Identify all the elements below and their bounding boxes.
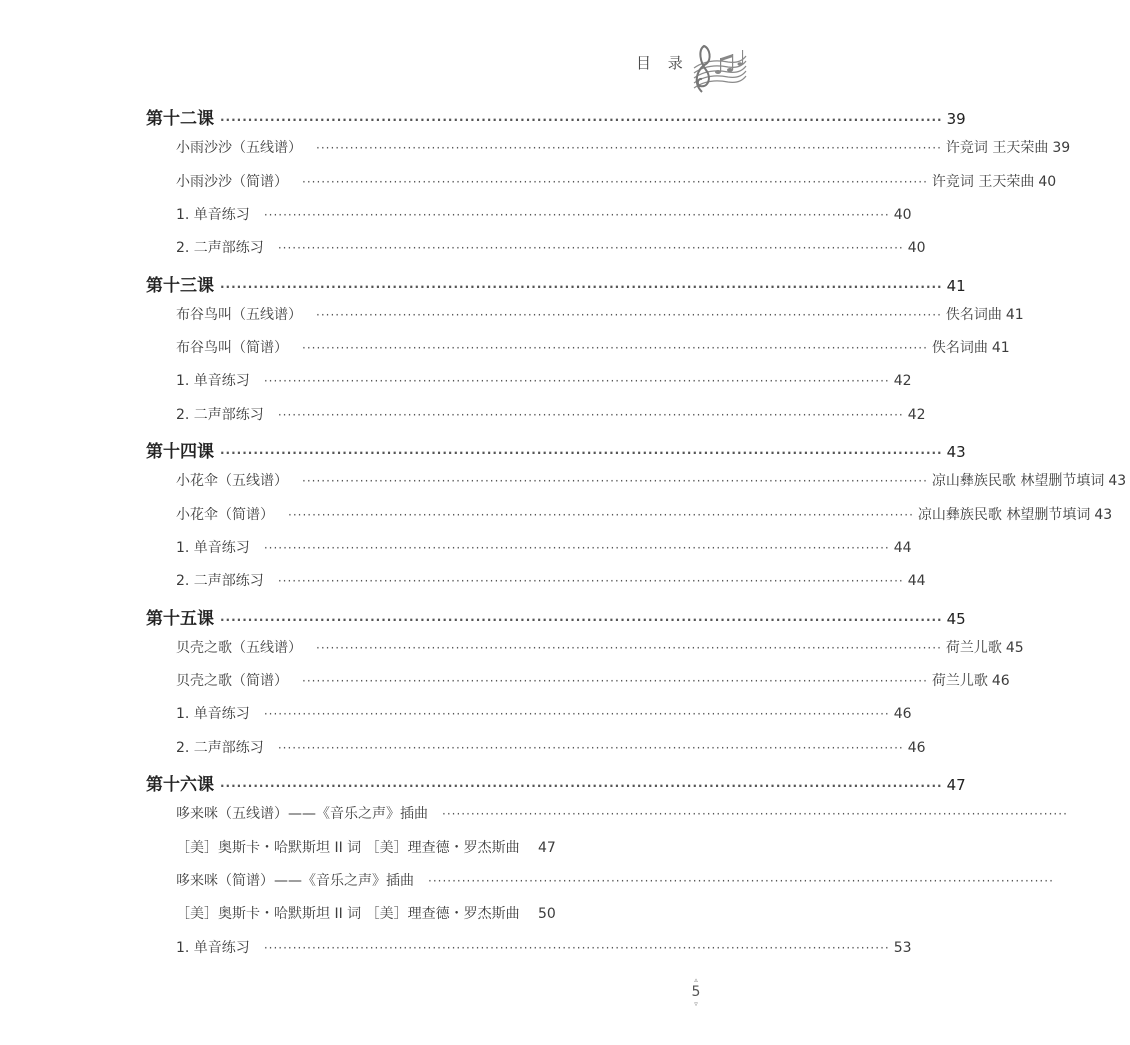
- toc-entry-row: [0, 703, 912, 723]
- toc-entry-label: 第十二课: [146, 109, 214, 129]
- toc-entry-label: 贝壳之歌（简谱）: [176, 673, 288, 690]
- toc-entry-row: [0, 337, 1010, 357]
- toc-entry-label: 2. 二声部练习: [176, 739, 264, 756]
- toc-entry-row: [0, 570, 926, 590]
- toc-entry-label: 1. 单音练习: [176, 706, 250, 723]
- toc-entry-row: [0, 837, 750, 857]
- dot-leader: ··································································································································: [220, 612, 943, 627]
- toc-entry-label: 2. 二声部练习: [176, 240, 264, 257]
- dot-leader: ··································································································································: [428, 873, 1054, 888]
- toc-entry-row: [0, 204, 912, 224]
- toc-page-number: 41: [991, 340, 1010, 357]
- dot-leader: ··································································································································: [442, 807, 1068, 822]
- toc-entry-credit: 凉山彝族民歌 林望删节填词: [917, 506, 1091, 523]
- toc-page-number: 43: [1108, 473, 1127, 490]
- triangle-down-icon: ▿: [694, 1000, 698, 1008]
- toc-page-number: 45: [1005, 639, 1024, 656]
- toc-entry-label: 第十四课: [146, 442, 214, 462]
- toc-entry-row: [0, 171, 1057, 191]
- toc-entry-row: [0, 903, 750, 923]
- toc-page-number: 40: [907, 240, 926, 257]
- toc-entry-credit: 凉山彝族民歌 林望删节填词: [931, 473, 1105, 490]
- toc-page-number: 47: [946, 776, 966, 794]
- toc-entry-row: [0, 504, 1113, 524]
- dot-leader: ··································································································································: [263, 707, 890, 722]
- dot-leader: ··································································································································: [302, 474, 928, 489]
- toc-page-number: 40: [1038, 173, 1057, 190]
- dot-leader: ··································································································································: [302, 341, 928, 356]
- toc-entry-label: 1. 单音练习: [176, 539, 250, 556]
- dot-leader: ··································································································································: [263, 207, 890, 222]
- toc-entry-credit: 佚名词曲: [931, 340, 988, 357]
- toc-entry-label: 小花伞（简谱）: [176, 506, 274, 523]
- toc-lesson-row: [0, 604, 966, 629]
- toc-entry-label: 哆来咪（五线谱）——《音乐之声》插曲: [176, 806, 428, 823]
- toc-page-number: 41: [1005, 306, 1024, 323]
- toc-page-number: 46: [991, 673, 1010, 690]
- dot-leader: ··································································································································: [263, 940, 890, 955]
- toc-entry-row: [0, 237, 926, 257]
- toc-page-number: 40: [893, 206, 912, 223]
- dot-leader: ··································································································································: [220, 779, 943, 793]
- toc-page-number: 47: [538, 839, 556, 856]
- toc-entry-credit: 佚名词曲: [945, 306, 1002, 323]
- toc-entry-label: 小花伞（五线谱）: [176, 473, 288, 490]
- music-staff-clef-icon: [688, 38, 748, 96]
- toc-page-number: 39: [1052, 140, 1071, 157]
- toc-entry-label: 第十三课: [146, 275, 214, 296]
- toc-entry-label: ［美］奥斯卡・哈默斯坦 II 词 ［美］理查德・罗杰斯曲: [176, 839, 520, 856]
- toc-entry-row: [0, 937, 912, 957]
- toc-page-number: 46: [893, 706, 912, 723]
- dot-leader: ··································································································································: [316, 141, 942, 156]
- toc-entry-row: [0, 537, 912, 557]
- dot-leader: ··································································································································: [220, 446, 943, 460]
- dot-leader: ··································································································································: [263, 374, 890, 389]
- toc-entry-credit: 许竞词 王天荣曲: [945, 140, 1049, 157]
- toc-lesson-row: [0, 437, 966, 462]
- page-number: ▵ 5 ▿: [686, 976, 706, 1008]
- toc-entry-row: [0, 637, 1024, 657]
- toc-page-number: 53: [893, 939, 912, 956]
- toc-entry-label: 小雨沙沙（简谱）: [176, 173, 288, 190]
- toc-entry-row: [0, 404, 926, 424]
- toc-page-number: 46: [907, 739, 926, 756]
- dot-leader: ··································································································································: [220, 279, 943, 294]
- dot-leader: ··································································································································: [288, 507, 914, 522]
- dot-leader: ··································································································································: [302, 174, 928, 189]
- toc-page-number: 44: [907, 573, 926, 590]
- dot-leader: ··································································································································: [316, 640, 942, 655]
- toc-entry-row: [0, 370, 912, 390]
- toc-entry-credit: 荷兰儿歌: [931, 673, 988, 690]
- toc-entry-label: 1. 单音练习: [176, 939, 250, 956]
- toc-entry-credit: 许竞词 王天荣曲: [931, 173, 1035, 190]
- toc-entry-credit: 荷兰儿歌: [945, 639, 1002, 656]
- toc-entry-row: [0, 137, 1071, 157]
- dot-leader: ··································································································································: [302, 674, 928, 689]
- dot-leader: ··································································································································: [316, 307, 942, 322]
- toc-page-number: 39: [946, 110, 966, 128]
- toc-entry-label: 布谷鸟叫（五线谱）: [176, 306, 302, 323]
- toc-entry-label: 小雨沙沙（五线谱）: [176, 140, 302, 157]
- dot-leader: ··································································································································: [277, 241, 904, 256]
- toc-entry-row: [0, 803, 1068, 823]
- toc-entry-label: 布谷鸟叫（简谱）: [176, 340, 288, 357]
- toc-page-number: 42: [893, 373, 912, 390]
- triangle-up-icon: ▵: [694, 976, 698, 984]
- dot-leader: ··································································································································: [220, 113, 943, 127]
- toc-entry-row: [0, 870, 1054, 890]
- toc-page-number: 43: [946, 443, 966, 461]
- toc-lesson-row: [0, 271, 966, 296]
- toc-page-number: 41: [946, 276, 966, 295]
- toc-page-number: 42: [907, 406, 926, 423]
- toc-page-number: 45: [946, 609, 966, 628]
- toc-page-number: 43: [1094, 506, 1113, 523]
- toc-page-number: 50: [538, 906, 556, 923]
- toc-entry-label: 第十五课: [146, 608, 214, 629]
- toc-entry-row: [0, 670, 1010, 690]
- toc-entry-row: [0, 470, 1127, 490]
- toc-entry-label: 1. 单音练习: [176, 206, 250, 223]
- toc-entry-label: 1. 单音练习: [176, 373, 250, 390]
- toc-entry-label: ［美］奥斯卡・哈默斯坦 II 词 ［美］理查德・罗杰斯曲: [176, 906, 520, 923]
- toc-lesson-row: [0, 770, 966, 795]
- running-header-title: 目 录: [636, 54, 689, 72]
- toc-page-number: 44: [893, 539, 912, 556]
- dot-leader: ··································································································································: [277, 407, 904, 422]
- toc-entry-row: [0, 737, 926, 757]
- toc-entry-row: [0, 304, 1024, 324]
- toc-lesson-row: [0, 104, 966, 129]
- dot-leader: ··································································································································: [277, 574, 904, 589]
- toc-entry-label: 贝壳之歌（五线谱）: [176, 639, 302, 656]
- toc-entry-label: 第十六课: [146, 775, 214, 795]
- toc-entry-label: 哆来咪（简谱）——《音乐之声》插曲: [176, 872, 414, 889]
- dot-leader: ··································································································································: [263, 540, 890, 555]
- toc-entry-label: 2. 二声部练习: [176, 573, 264, 590]
- toc-entry-label: 2. 二声部练习: [176, 406, 264, 423]
- dot-leader: ··································································································································: [277, 740, 904, 755]
